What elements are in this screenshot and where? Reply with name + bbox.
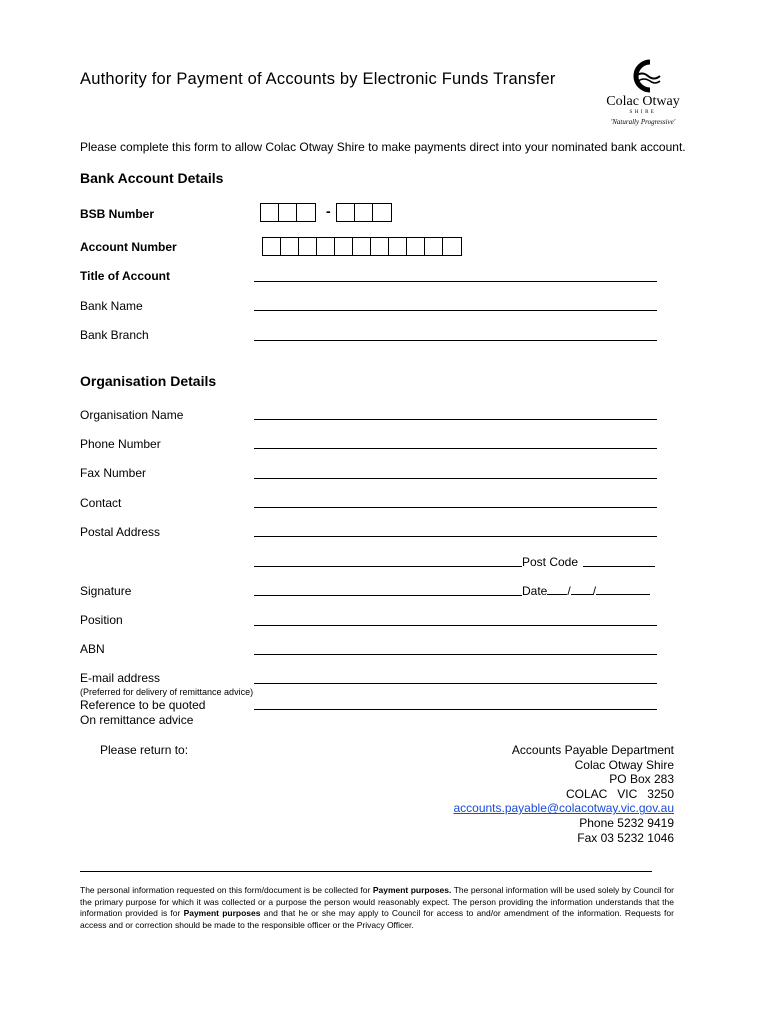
bank-name-field[interactable] [254, 310, 657, 311]
privacy-statement [80, 885, 674, 931]
privacy-bold-1: Payment purposes. [372, 885, 452, 895]
title-of-account-field[interactable] [254, 281, 657, 282]
return-po-box: PO Box 283 [609, 772, 674, 787]
email-label: E-mail address [80, 671, 161, 685]
account-digit-box[interactable] [317, 238, 335, 255]
date-month-field[interactable] [571, 584, 593, 595]
bank-branch-label: Bank Branch [80, 328, 149, 342]
bsb-digit-box[interactable] [373, 204, 391, 221]
org-name-field[interactable] [254, 419, 657, 420]
postal-address-field-1[interactable] [254, 536, 657, 537]
return-email-link[interactable]: accounts.payable@colacotway.vic.gov.au [453, 801, 674, 816]
org-name-label: Organisation Name [80, 408, 184, 422]
account-digit-box[interactable] [371, 238, 389, 255]
account-digit-box[interactable] [443, 238, 461, 255]
privacy-text-1: The personal information requested on this form/document is be collected for [80, 885, 373, 895]
postal-address-label: Postal Address [80, 525, 161, 539]
email-field[interactable] [254, 683, 657, 684]
signature-label: Signature [80, 584, 132, 598]
abn-label: ABN [80, 642, 105, 656]
account-digit-box[interactable] [263, 238, 281, 255]
account-digit-box[interactable] [425, 238, 443, 255]
bsb-boxes-part2[interactable] [336, 203, 392, 222]
account-digit-box[interactable] [389, 238, 407, 255]
date-separator: / [592, 584, 597, 598]
return-phone: Phone 5232 9419 [579, 815, 674, 830]
postcode-field[interactable] [583, 566, 655, 567]
signature-field[interactable] [254, 595, 522, 596]
bsb-boxes-part1[interactable] [260, 203, 316, 222]
contact-field[interactable] [254, 507, 657, 508]
fax-field[interactable] [254, 478, 657, 479]
bank-branch-field[interactable] [254, 340, 657, 341]
account-digit-box[interactable] [407, 238, 425, 255]
bsb-digit-box[interactable] [261, 204, 279, 221]
logo-name: Colac Otway [606, 94, 680, 109]
logo-shire: SHIRE [629, 110, 657, 115]
logo-tagline: 'Naturally Progressive' [610, 118, 676, 126]
title-of-account-label: Title of Account [80, 269, 170, 283]
phone-label: Phone Number [80, 437, 161, 451]
date-year-field[interactable] [596, 584, 650, 595]
reference-label-line2: On remittance advice [80, 713, 194, 727]
fax-label: Fax Number [80, 466, 147, 480]
bsb-label: BSB Number [80, 207, 155, 221]
date-separator: / [567, 584, 571, 598]
email-note: (Preferred for delivery of remittance advice) [80, 687, 254, 697]
account-number-boxes[interactable] [262, 237, 462, 256]
account-number-label: Account Number [80, 240, 177, 254]
privacy-bold-2: Payment purposes [183, 908, 261, 919]
return-city: COLAC VIC 3250 [565, 786, 674, 801]
position-label: Position [80, 613, 123, 627]
reference-label-line1: Reference to be quoted [80, 698, 206, 712]
return-address [453, 743, 674, 845]
phone-field[interactable] [254, 448, 657, 449]
bsb-digit-box[interactable] [297, 204, 315, 221]
privacy-text-2: The personal information will be used solely by Council for the primary purpose for which it was collected or a purpose the person would reasonably expect. The person providing the information understands that the information provided is for [80, 885, 674, 919]
org-section-heading: Organisation Details [80, 373, 217, 389]
postal-address-field-2[interactable] [254, 566, 522, 567]
date-label: Date [522, 584, 548, 598]
bsb-dash: - [326, 203, 331, 219]
position-field[interactable] [254, 625, 657, 626]
date-day-field[interactable] [547, 584, 567, 595]
date-field-group [522, 584, 650, 598]
page-title: Authority for Payment of Accounts by Electronic Funds Transfer [80, 70, 556, 88]
bank-section-heading: Bank Account Details [80, 170, 224, 186]
return-dept: Accounts Payable Department [511, 743, 674, 757]
bsb-digit-box[interactable] [355, 204, 373, 221]
account-digit-box[interactable] [281, 238, 299, 255]
council-logo [598, 58, 688, 128]
intro-text: Please complete this form to allow Colac Otway Shire to make payments direct into your nominated bank account. [80, 140, 686, 154]
account-digit-box[interactable] [353, 238, 371, 255]
bank-name-label: Bank Name [80, 299, 143, 313]
bsb-digit-box[interactable] [279, 204, 297, 221]
abn-field[interactable] [254, 654, 657, 655]
logo-emblem-icon [598, 58, 688, 94]
return-label: Please return to: [100, 743, 189, 757]
account-digit-box[interactable] [335, 238, 353, 255]
contact-label: Contact [80, 496, 122, 510]
divider [80, 871, 652, 872]
privacy-text-3: and that he or she may apply to Council for access to and/or amendment of the information. Requests for access and or correction should be made to the responsible officer or the Privacy Officer. [80, 908, 674, 930]
postcode-label: Post Code [522, 555, 579, 569]
return-org: Colac Otway Shire [574, 757, 674, 772]
bsb-digit-box[interactable] [337, 204, 355, 221]
account-digit-box[interactable] [299, 238, 317, 255]
return-fax: Fax 03 5232 1046 [577, 830, 674, 845]
reference-field[interactable] [254, 709, 657, 710]
